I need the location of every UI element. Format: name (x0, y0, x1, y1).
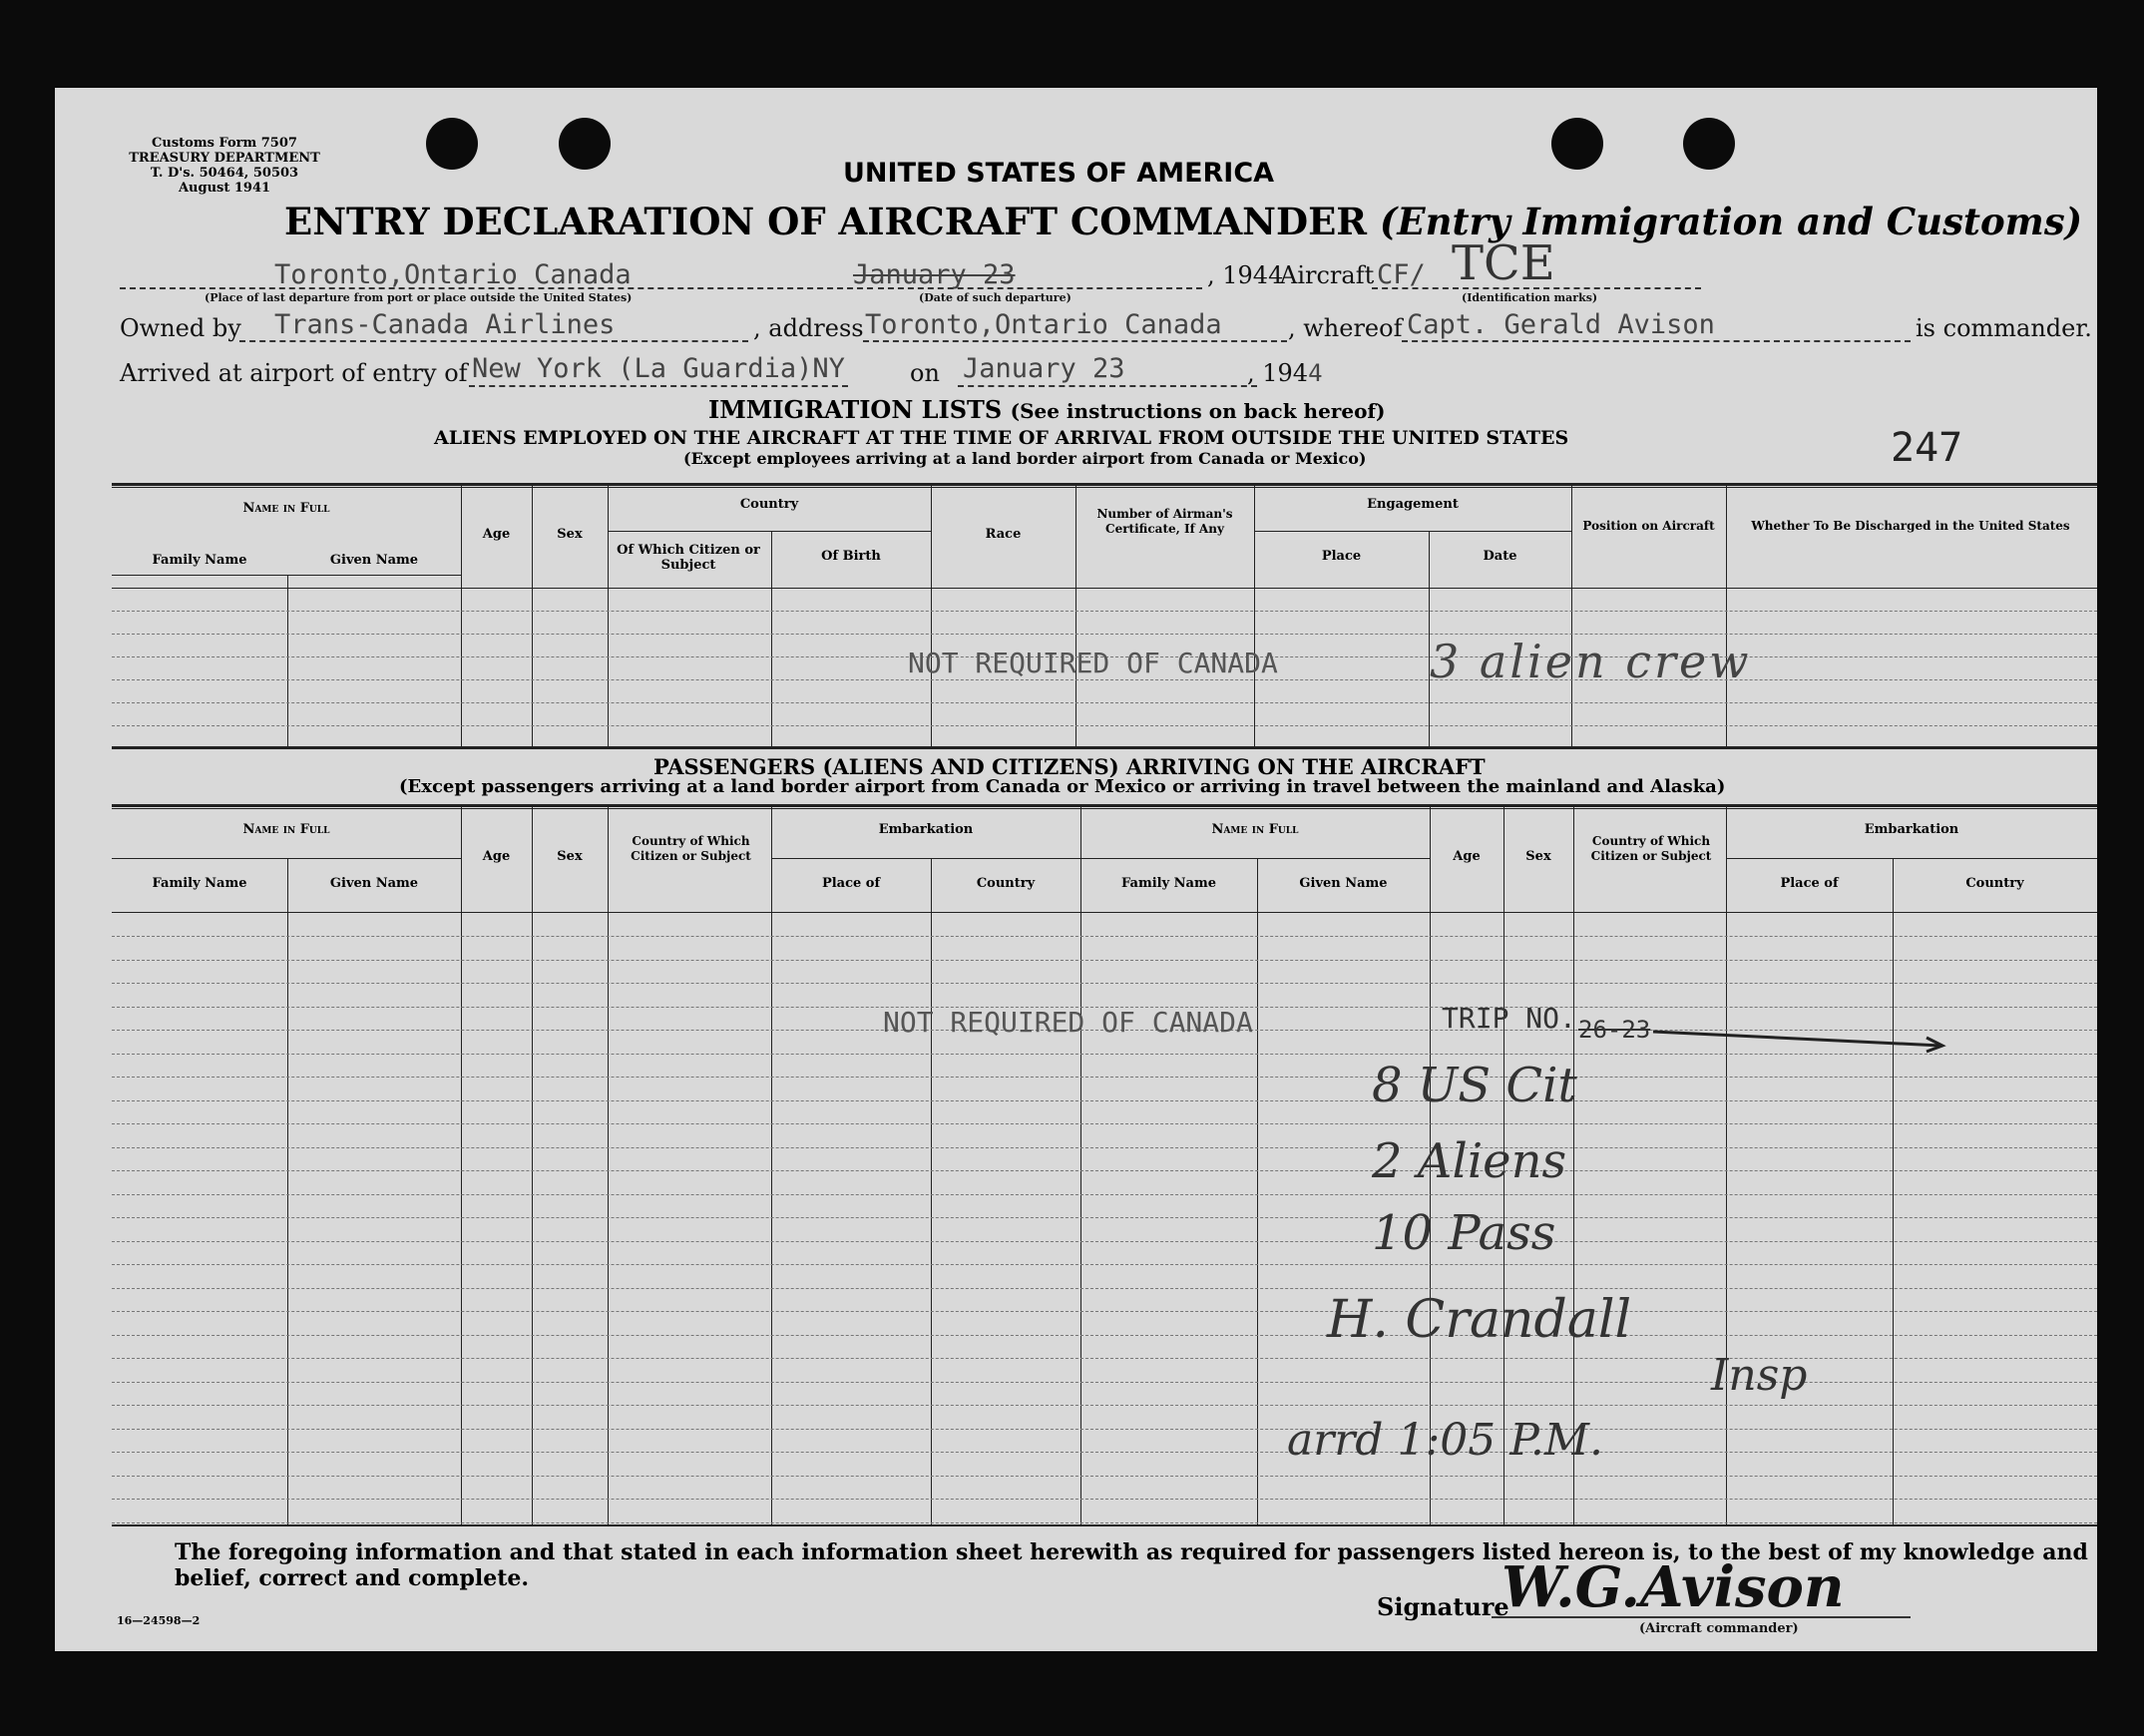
handwritten-passengers: 10 Pass (1372, 1205, 1556, 1261)
handwritten-insp: Insp (1711, 1350, 1808, 1401)
table-row-line (112, 1170, 2097, 1171)
handwritten-inspector: H. Crandall (1327, 1290, 1632, 1350)
table-row-line (112, 960, 2097, 961)
p-header-given-name-2: Given Name (1299, 876, 1388, 891)
main-title-paren: (Entry Immigration and Customs) (1379, 200, 2083, 243)
tds-reference: T. D's. 50464, 50503 (150, 166, 299, 181)
p-header-country-citizen-2: Country of Which Citizen or Subject (1590, 834, 1712, 863)
table-row-line (112, 1452, 2097, 1453)
owned-by-label: Owned by (120, 314, 241, 342)
p-header-place-of: Place of (821, 876, 881, 891)
print-code: 16—24598—2 (117, 1614, 201, 1627)
passengers-title: PASSENGERS (ALIENS AND CITIZENS) ARRIVING ON THE AIRCRAFT (653, 754, 1486, 779)
table-row-line (112, 1499, 2097, 1500)
departure-place-caption: (Place of last departure from port or place outside the United States) (205, 291, 633, 304)
whereof-label: , whereof (1288, 314, 1403, 342)
aircraft-label: Aircraft (1280, 261, 1375, 289)
table-row-line (112, 936, 2097, 937)
p-header-place-of-2: Place of (1780, 876, 1839, 891)
p-header-embarkation: Embarkation (878, 822, 974, 837)
handwritten-arrival-time: arrd 1:05 P.M. (1287, 1415, 1603, 1466)
address-label: , address (753, 314, 864, 342)
table-row-line (112, 1147, 2097, 1148)
immigration-handwritten-note: 3 alien crew (1430, 635, 1752, 688)
p-header-country: Country (976, 876, 1036, 891)
signature-label: Signature (1377, 1592, 1509, 1621)
aircraft-marks: TCE (1452, 235, 1555, 291)
table-row-line (112, 1335, 2097, 1336)
table-row-line (112, 1522, 2097, 1523)
department: TREASURY DEPARTMENT (129, 151, 320, 166)
table-row-line (112, 1077, 2097, 1078)
on-label: on (910, 359, 940, 387)
header-of-which-citizen: Of Which Citizen or Subject (617, 543, 760, 573)
form-sheet (55, 88, 2097, 1651)
form-date: August 1941 (178, 181, 271, 196)
handwritten-aliens: 2 Aliens (1372, 1133, 1567, 1189)
header-discharged: Whether To Be Discharged in the United States (1751, 519, 2070, 533)
handwritten-us-citizens: 8 US Cit (1372, 1058, 1577, 1113)
form-id-block (115, 136, 334, 196)
p-header-age-2: Age (1453, 849, 1481, 864)
country-title: UNITED STATES OF AMERICA (843, 158, 1275, 189)
customs-form-number: Customs Form 7507 (152, 136, 297, 151)
p-header-family-name: Family Name (152, 876, 247, 891)
table-row-line (112, 1194, 2097, 1195)
aircraft-caption: (Identification marks) (1462, 291, 1598, 304)
address: Toronto,Ontario Canada (865, 309, 1222, 340)
punch-hole (1683, 118, 1735, 170)
page-number: 247 (1891, 425, 1963, 471)
table-row-line (112, 1429, 2097, 1430)
p-header-family-name-2: Family Name (1121, 876, 1216, 891)
commander-suffix: is commander. (1916, 314, 2092, 342)
trip-label: TRIP NO. (1442, 1002, 1576, 1035)
header-age: Age (482, 527, 511, 542)
table-row-line (112, 1054, 2097, 1055)
table-row-line (112, 1100, 2097, 1101)
aircraft-prefix: CF/ (1377, 259, 1426, 290)
table-row-line (112, 1217, 2097, 1218)
p-header-country-citizen: Country of Which Citizen or Subject (631, 834, 751, 863)
immigration-title: IMMIGRATION LISTS (See instructions on back hereof) (708, 395, 1386, 424)
p-header-age: Age (482, 849, 511, 864)
passengers-subnote: (Except passengers arriving at a land border airport from Canada or Mexico or arriving in travel between the mainland and Alaska) (399, 776, 1726, 797)
header-place: Place (1321, 549, 1362, 564)
passengers-stamp: NOT REQUIRED OF CANADA (883, 1006, 1253, 1039)
header-engagement: Engagement (1367, 497, 1459, 512)
arrived-label: Arrived at airport of entry of (120, 359, 468, 387)
p-header-name-in-full-2: Name in Full (1211, 822, 1299, 837)
p-header-sex: Sex (557, 849, 583, 864)
certification-statement: The foregoing information and that stated in each information sheet herewith as required for passengers listed hereon is, to the best of my knowledge and belief, correct and complete. (175, 1539, 2088, 1591)
header-race: Race (985, 527, 1022, 542)
immigration-subnote: (Except employees arriving at a land border airport from Canada or Mexico) (683, 449, 1367, 468)
signature-caption: (Aircraft commander) (1639, 1621, 1799, 1636)
header-country: Country (739, 497, 799, 512)
arrival-date: January 23 (963, 353, 1125, 384)
header-position: Position on Aircraft (1582, 519, 1715, 533)
airport: New York (La Guardia)NY (472, 353, 845, 384)
table-row-line (112, 983, 2097, 984)
header-name-in-full: Name in Full (242, 501, 330, 516)
punch-hole (426, 118, 478, 170)
table-row-line (112, 1405, 2097, 1406)
p-header-embarkation-2: Embarkation (1864, 822, 1959, 837)
table-row-line (112, 1264, 2097, 1265)
departure-date-caption: (Date of such departure) (919, 291, 1072, 304)
header-date: Date (1483, 549, 1517, 564)
commander-signature: W.G.Avison (1501, 1554, 1845, 1620)
main-title: ENTRY DECLARATION OF AIRCRAFT COMMANDER (284, 200, 1368, 243)
page-title (284, 200, 2082, 243)
header-given-name: Given Name (329, 553, 419, 568)
immigration-stamp: NOT REQUIRED OF CANADA (908, 647, 1278, 679)
p-header-sex-2: Sex (1525, 849, 1551, 864)
trip-arrow (1651, 1024, 1950, 1054)
p-header-given-name: Given Name (329, 876, 419, 891)
table-row-line (112, 1311, 2097, 1312)
table-row-line (112, 1123, 2097, 1124)
header-of-birth: Of Birth (821, 549, 881, 564)
header-sex: Sex (557, 527, 583, 542)
owner: Trans-Canada Airlines (274, 309, 616, 340)
arrival-year: , 1944 (1247, 359, 1323, 387)
departure-date: January 23 (853, 259, 1016, 290)
departure-place: Toronto,Ontario Canada (274, 259, 632, 290)
header-family-name: Family Name (152, 553, 247, 568)
table-row-line (112, 1288, 2097, 1289)
departure-year: , 1944 (1207, 261, 1284, 289)
punch-hole (559, 118, 611, 170)
commander: Capt. Gerald Avison (1407, 309, 1715, 340)
trip-number: 26-23 (1578, 1016, 1651, 1044)
table-row-line (112, 1241, 2097, 1242)
table-row-line (112, 1476, 2097, 1477)
header-airman-cert: Number of Airman's Certificate, If Any (1096, 507, 1233, 536)
p-header-name-in-full: Name in Full (242, 822, 330, 837)
p-header-country-2: Country (1965, 876, 2024, 891)
immigration-subtitle: ALIENS EMPLOYED ON THE AIRCRAFT AT THE TIME OF ARRIVAL FROM OUTSIDE THE UNITED STATES (434, 427, 1569, 449)
punch-hole (1551, 118, 1603, 170)
